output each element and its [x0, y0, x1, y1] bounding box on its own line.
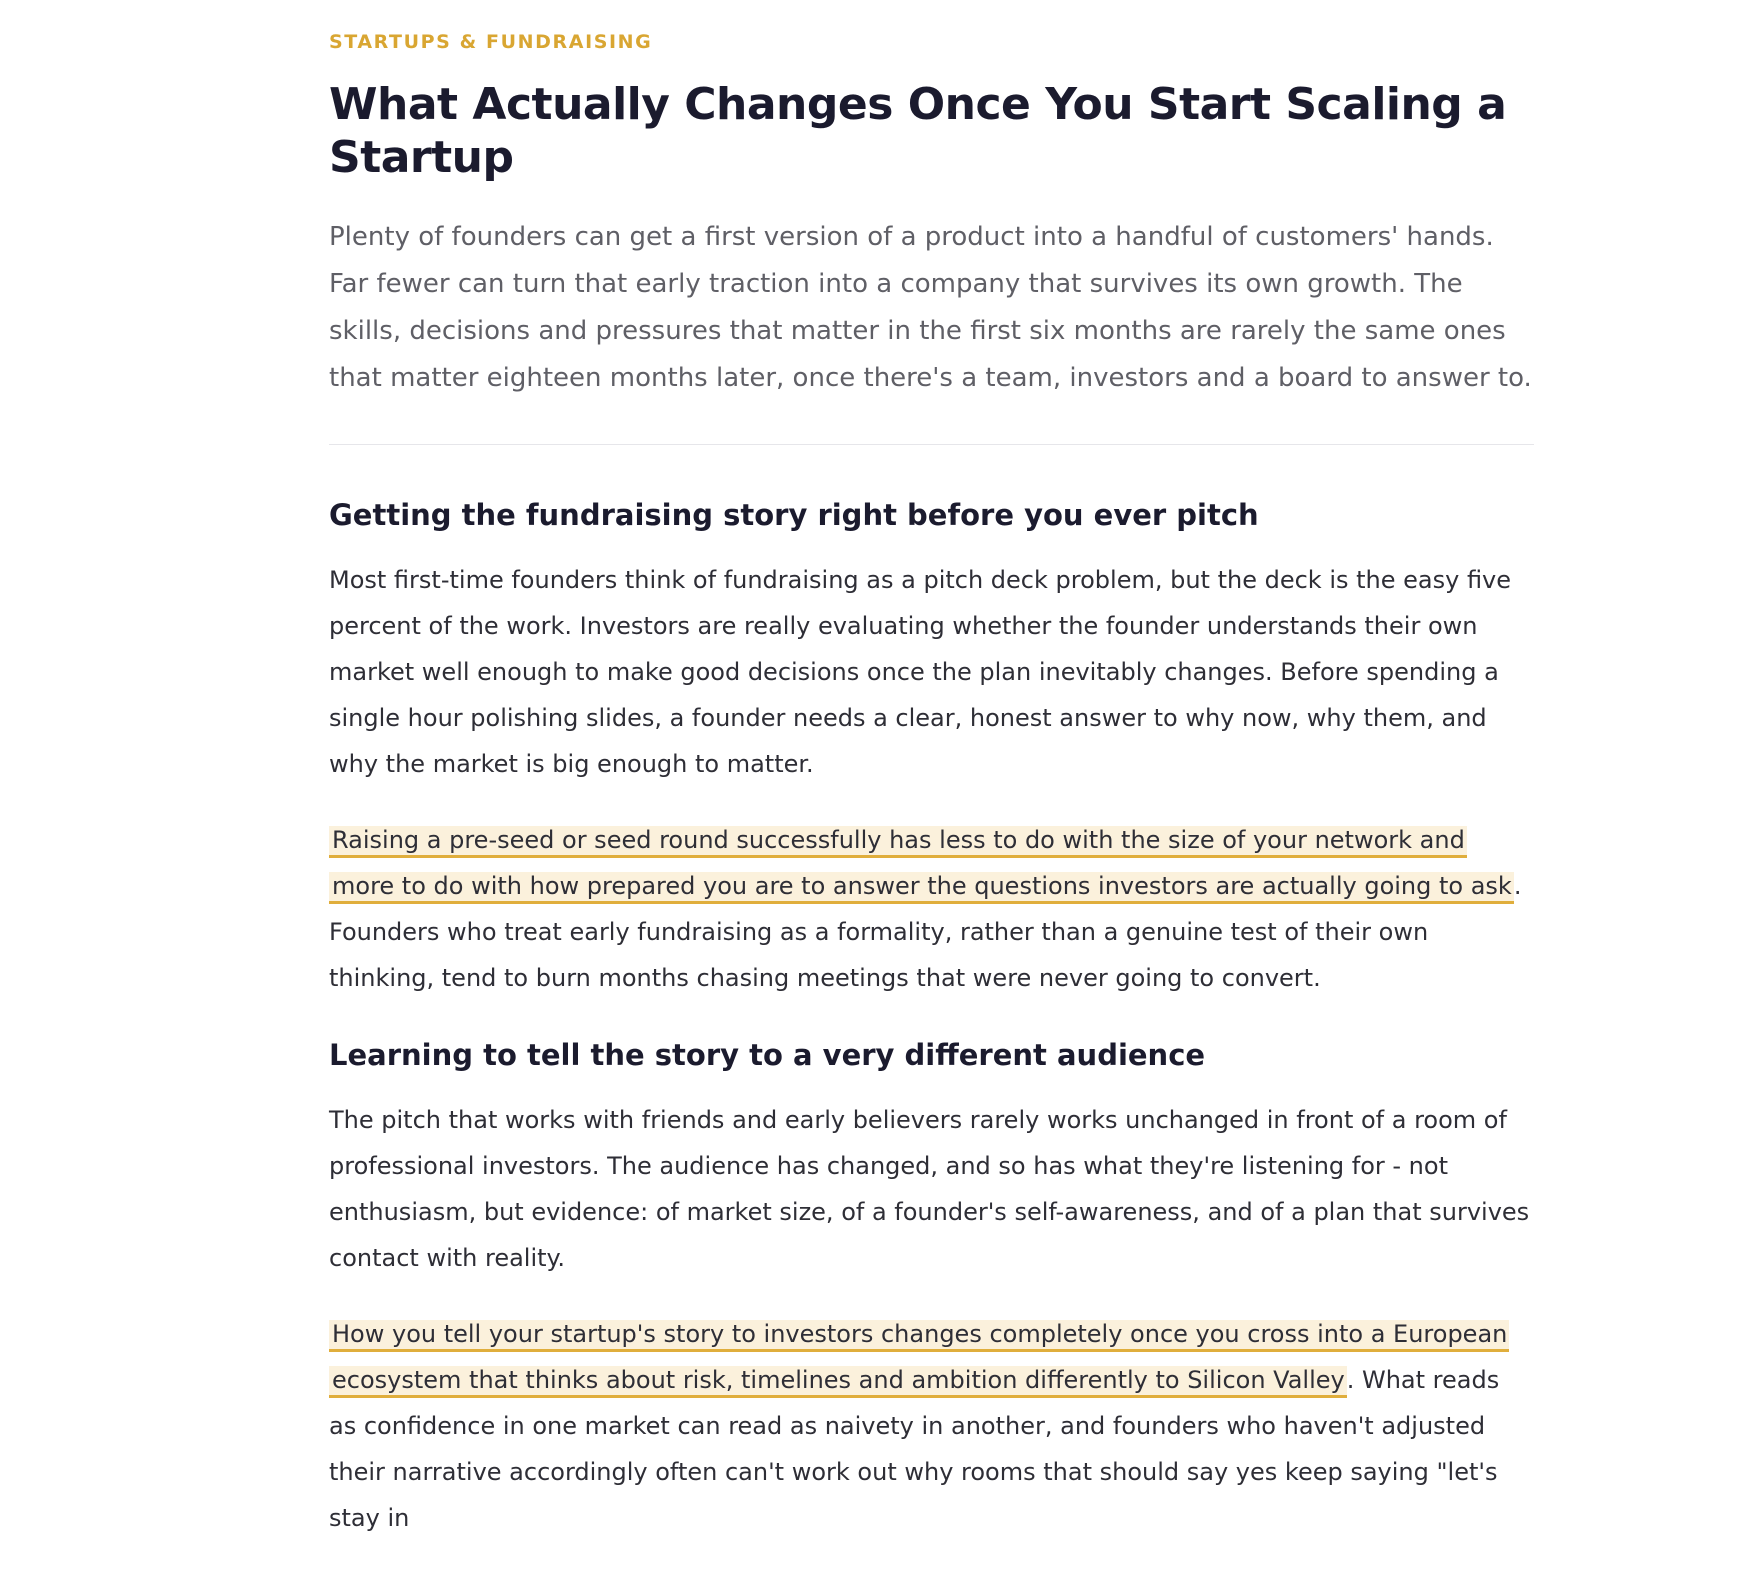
highlighted-text[interactable]: How you tell your startup's story to investors changes completely once you cross into a European ecosystem that thinks about risk, timelines and ambition differently to Silicon Valley	[329, 1320, 1509, 1398]
section-paragraph-with-highlight	[329, 1311, 1534, 1541]
section-heading: Learning to tell the story to a very different audience	[329, 1038, 1206, 1072]
section-paragraph-with-highlight	[329, 817, 1534, 1001]
article-category-kicker[interactable]: STARTUPS & FUNDRAISING	[329, 31, 653, 53]
article-title: What Actually Changes Once You Start Scaling a Startup	[329, 79, 1507, 183]
paragraph-continuation: . What reads as confidence in one market can read as naivety in another, and founders who haven't adjusted their narrative accordingly often can't work out why rooms that should say yes keep saying "let's stay in	[329, 1366, 1500, 1532]
section-different-audience	[329, 1035, 1534, 1541]
article	[329, 28, 1534, 1571]
article-lede: Plenty of founders can get a first version of a product into a handful of customers' hands. Far fewer can turn that early traction into a company that survives its own growth. The skills, decisions and pressures that matter in the first six months are rarely the same ones that matter eighteen months later, once there's a team, investors and a board to answer to.	[329, 222, 1532, 393]
section-heading: Getting the fundraising story right before you ever pitch	[329, 498, 1259, 532]
section-paragraph: The pitch that works with friends and early believers rarely works unchanged in front of a room of professional investors. The audience has changed, and so has what they're listening for - not enthusiasm, but evidence: of market size, of a founder's self-awareness, and of a plan that survives contact with reality.	[329, 1106, 1530, 1272]
lede-divider	[329, 444, 1534, 445]
section-paragraph: Most first-time founders think of fundraising as a pitch deck problem, but the deck is the easy five percent of the work. Investors are really evaluating whether the founder understands their own market well enough to make good decisions once the plan inevitably changes. Before spending a single hour polishing slides, a founder needs a clear, honest answer to why now, why them, and why the market is big enough to matter.	[329, 566, 1512, 778]
highlighted-text[interactable]: Raising a pre-seed or seed round successfully has less to do with the size of your network and more to do with how prepared you are to answer the questions investors are actually going to ask	[329, 826, 1514, 904]
paragraph-continuation: . Founders who treat early fundraising as a formality, rather than a genuine test of their own thinking, tend to burn months chasing meetings that were never going to convert.	[329, 872, 1522, 992]
section-fundraising-story	[329, 495, 1534, 1001]
